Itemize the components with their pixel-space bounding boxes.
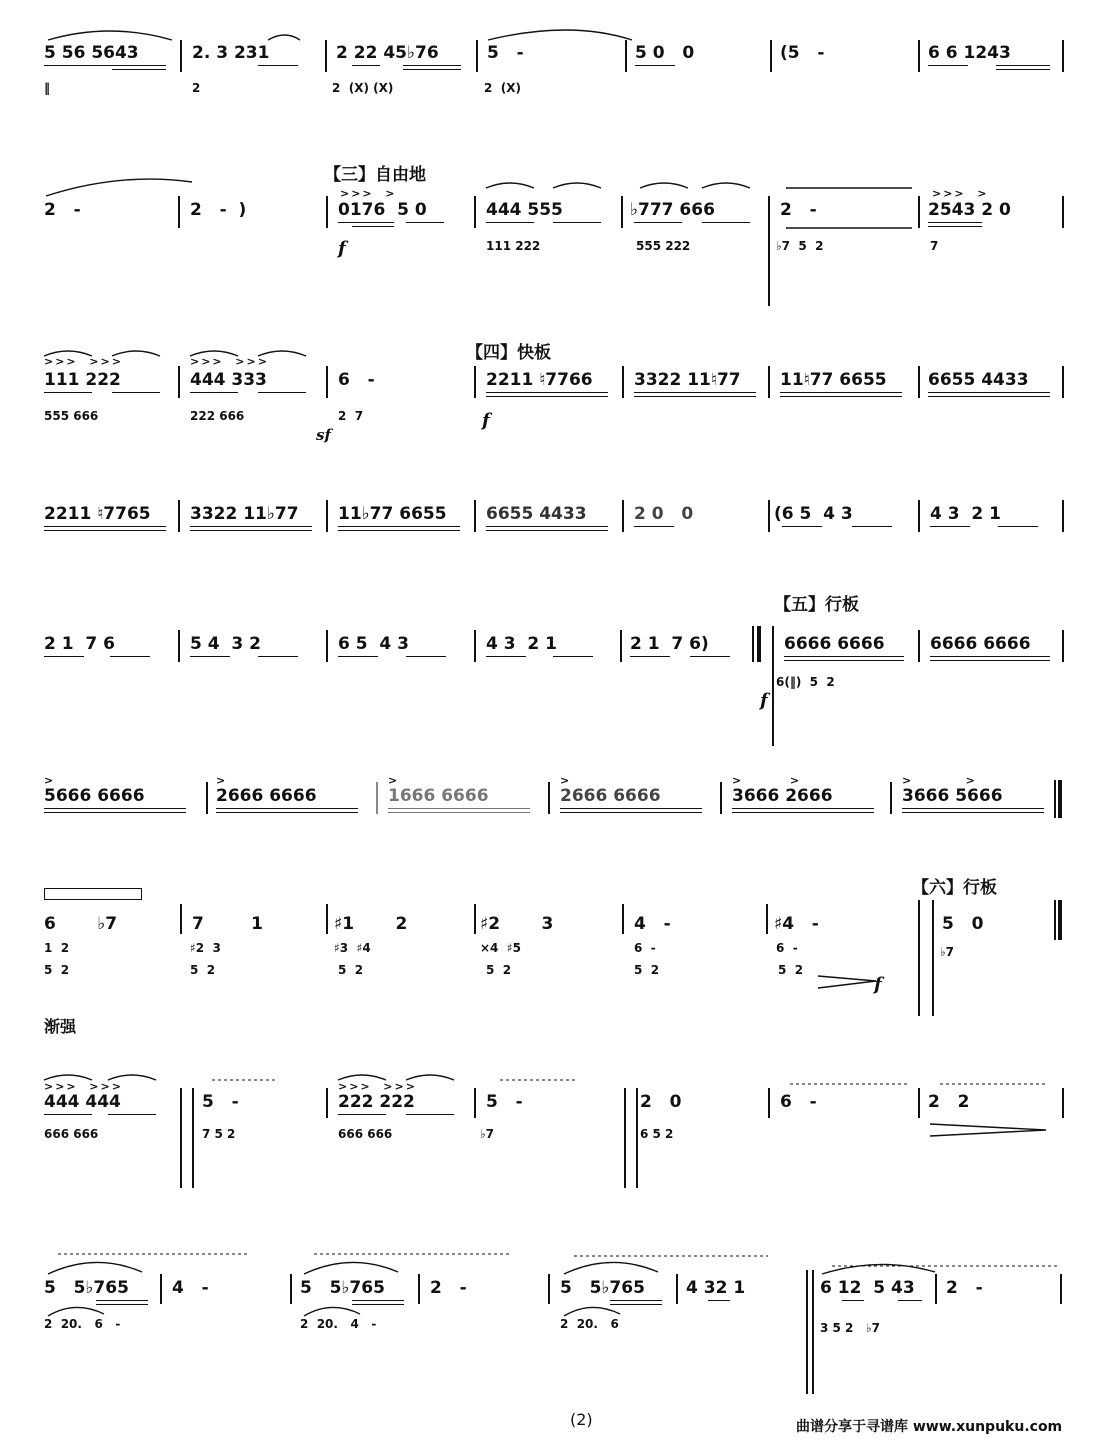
r4-m1: 2211 ♮7765 [44, 504, 151, 524]
r5-m1: 2 1 7 6 [44, 634, 115, 654]
accent: > [44, 774, 56, 787]
crescendo-hairpin [930, 1124, 1046, 1136]
dynamic-f: f [482, 410, 490, 431]
accent: > [216, 774, 228, 787]
r7-m4: ♯2 3 [480, 914, 554, 934]
accents: >>> > [340, 187, 397, 200]
r6-m4: 2666 6666 [560, 786, 661, 806]
r6-m1: 5666 6666 [44, 786, 145, 806]
dynamic-f: f [874, 974, 882, 995]
r5-m4: 4 3 2 1 [486, 634, 557, 654]
r9-l1: 2 20. 6 - [44, 1317, 121, 1331]
r7-l7: ♭7 [940, 945, 955, 959]
triplet-slur [108, 1075, 156, 1080]
r6-m6: 3666 5666 [902, 786, 1003, 806]
accents: > > [902, 774, 977, 787]
r8-m4: 5 - [486, 1092, 523, 1112]
r1-l3: 2 (X) (X) [332, 81, 394, 95]
triplet-slur [44, 1075, 92, 1080]
r2-m5: ♭777 666 [630, 200, 715, 220]
slur [48, 1307, 104, 1316]
r7-l1: 1 2 [44, 941, 70, 955]
r3-m5: 3322 11♮77 [634, 370, 741, 390]
dynamic-sf: sf [316, 426, 331, 444]
r3-m1: 111 222 [44, 370, 121, 390]
r8-m5: 2 0 [640, 1092, 682, 1112]
r7-l5: 6 - [634, 941, 656, 955]
triplet-slur [190, 351, 238, 356]
r5-m7: 6666 6666 [930, 634, 1031, 654]
r3-l2: 222 666 [190, 409, 245, 423]
triplet-slur [553, 183, 601, 188]
slur [48, 1262, 142, 1274]
crescendo-hairpin [818, 976, 876, 988]
r7-m7: 5 0 [942, 914, 984, 934]
r2-l4: 7 [930, 239, 939, 253]
r2-m2: 2 - ) [190, 200, 247, 220]
r6-m3: 1666 6666 [388, 786, 489, 806]
r9-m1: 5 5♭765 [44, 1278, 129, 1298]
r2-l3: ♭7 5 2 [776, 239, 824, 253]
slur [46, 179, 192, 196]
r1-l4: 2 (X) [484, 81, 521, 95]
r9-l2: 2 20. 4 - [300, 1317, 377, 1331]
section-5-title: 【五】行板 [774, 595, 859, 615]
r5-m3: 6 5 4 3 [338, 634, 409, 654]
r5-m2: 5 4 3 2 [190, 634, 261, 654]
r2-l2: 555 222 [636, 239, 691, 253]
accents: >>> > [932, 187, 989, 200]
r1-l1: ‖ [44, 81, 50, 95]
r8-l3: 666 666 [338, 1127, 393, 1141]
accent: > [560, 774, 572, 787]
slur [564, 1262, 658, 1274]
r7-l2: ♯2 3 [190, 941, 221, 955]
r9-m3: 5 5♭765 [300, 1278, 385, 1298]
r2-l1: 111 222 [486, 239, 541, 253]
triplet-slur [44, 351, 92, 356]
r7-m3: ♯1 2 [334, 914, 408, 934]
triplet-slur [112, 351, 160, 356]
r3-m4: 2211 ♮7766 [486, 370, 593, 390]
r2-m4: 444 555 [486, 200, 563, 220]
r8-l1: 666 666 [44, 1127, 99, 1141]
accent: > [388, 774, 400, 787]
r4-m2: 3322 11♭77 [190, 504, 299, 524]
r4-m7: 4 3 2 1 [930, 504, 1001, 524]
r1-m2: 2. 3 231 [192, 43, 270, 63]
r7-m1: 6 ♭7 [44, 914, 118, 934]
page-number: (2) [570, 1410, 593, 1429]
triplet-slur [258, 351, 306, 356]
r7-inner2: 5 2 [190, 963, 216, 977]
r8-l2: 7 5 2 [202, 1127, 236, 1141]
triplet-slur [640, 183, 688, 188]
r8-m1: 444 444 [44, 1092, 121, 1112]
r9-m2: 4 - [172, 1278, 209, 1298]
r7-inner3: 5 2 [338, 963, 364, 977]
footer-credit: 曲谱分享于寻谱库 www.xunpuku.com [796, 1419, 1063, 1435]
section-4-title: 【四】快板 [466, 343, 551, 363]
r7-m6: ♯4 - [774, 914, 819, 934]
r5-m6: 6666 6666 [784, 634, 885, 654]
triplet-slur [702, 183, 750, 188]
slur [564, 1307, 620, 1316]
r2-m6: 2 - [780, 200, 817, 220]
r3-l1: 555 666 [44, 409, 99, 423]
dynamic-f: f [760, 690, 768, 711]
r4-m5: 2 0 0 [634, 504, 694, 524]
r8-l4: ♭7 [480, 1127, 495, 1141]
r4-m6: (6 5 4 3 [774, 504, 853, 524]
r1-m4: 5 - [487, 43, 524, 63]
slur [268, 35, 300, 40]
accents: >>> >>> [190, 355, 269, 368]
r1-m1: 5 56 5643 [44, 43, 139, 63]
r1-m5: 5 0 0 [635, 43, 695, 63]
r2-m1: 2 - [44, 200, 81, 220]
r3-l3: 2 7 [338, 409, 364, 423]
r1-l2: 2 [192, 81, 201, 95]
r1-m3: 2 22 45♭76 [336, 43, 439, 63]
r9-m8: 2 - [946, 1278, 983, 1298]
r3-m3: 6 - [338, 370, 375, 390]
r7-inner6: 5 2 [778, 963, 804, 977]
r7-inner5: 5 2 [634, 963, 660, 977]
r5-m5: 2 1 7 6) [630, 634, 709, 654]
r7-l6: 6 - [776, 941, 798, 955]
r2-m3: 0176 5 0 [338, 200, 427, 220]
r7-inner1: 5 2 [44, 963, 70, 977]
r3-m6: 11♮77 6655 [780, 370, 887, 390]
triplet-slur [338, 1075, 386, 1080]
section-6-title: 【六】行板 [912, 878, 997, 898]
r6-m5: 3666 2666 [732, 786, 833, 806]
r9-m4: 2 - [430, 1278, 467, 1298]
r1-m7: 6 6 1243 [928, 43, 1011, 63]
slur [488, 30, 632, 40]
r7-m5: 4 - [634, 914, 671, 934]
triplet-slur [486, 183, 534, 188]
r9-m6: 4 32 1 [686, 1278, 746, 1298]
triplet-slur [406, 1075, 454, 1080]
r9-l3: 2 20. 6 [560, 1317, 619, 1331]
accents: >>> >>> [44, 1080, 123, 1093]
r3-m7: 6655 4433 [928, 370, 1029, 390]
r7-m2: 7 1 [192, 914, 264, 934]
crescendo-text: 渐强 [44, 1017, 77, 1036]
slur [48, 31, 172, 40]
r7-inner4: 5 2 [486, 963, 512, 977]
r7-l3: ♯3 ♯4 [334, 941, 371, 955]
section-3-title: 【三】自由地 [324, 165, 426, 185]
r1-m6: (5 - [780, 43, 825, 63]
r9-l4: 3 5 2 ♭7 [820, 1321, 880, 1335]
r7-l4: ×4 ♯5 [480, 941, 521, 955]
r4-m4: 6655 4433 [486, 504, 587, 524]
accents: >>> >>> [338, 1080, 417, 1093]
r9-m5: 5 5♭765 [560, 1278, 645, 1298]
r8-l5: 6 5 2 [640, 1127, 674, 1141]
r6-m2: 2666 6666 [216, 786, 317, 806]
r4-m3: 11♭77 6655 [338, 504, 447, 524]
r8-m7: 2 2 [928, 1092, 970, 1112]
accents: >>> >>> [44, 355, 123, 368]
r3-m2: 444 333 [190, 370, 267, 390]
dynamic-f: f [338, 238, 346, 259]
accents: > > [732, 774, 802, 787]
r8-m6: 6 - [780, 1092, 817, 1112]
slur [304, 1262, 398, 1274]
slur [304, 1307, 360, 1316]
r9-m7: 6 12 5 43 [820, 1278, 915, 1298]
r2-m7: 2543 2 0 [928, 200, 1011, 220]
r5-l1: 6(‖) 5 2 [776, 675, 835, 689]
r8-m3: 222 222 [338, 1092, 415, 1112]
r8-m2: 5 - [202, 1092, 239, 1112]
